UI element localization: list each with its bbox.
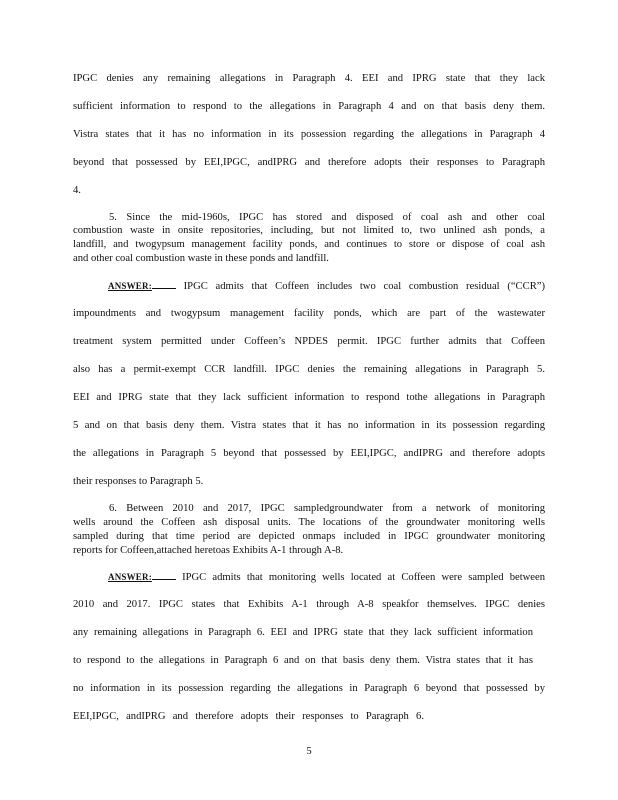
line-text: also has a permit-exempt CCR landfill. IPGC denies the remaining allegations in Paragraph 5. <box>73 364 545 375</box>
page-number: 5 <box>306 746 312 757</box>
line-text: sufficient information to respond to the allegations in Paragraph 4 and on that basis deny them. <box>73 101 545 112</box>
text-line <box>73 530 545 543</box>
line-text: their responses to Paragraph 5. <box>73 476 204 487</box>
line-text: landfill, and twogypsum management facility ponds, and continues to store or dispose of coal ash <box>73 239 545 250</box>
line-text: IPGC admits that Coffeen includes two coal combustion residual (“CCR”) <box>183 281 545 292</box>
line-text: any remaining allegations in Paragraph 6. EEI and IPRG state that they lack sufficient information <box>73 627 533 638</box>
line-text: the allegations in Paragraph 5 beyond that possessed by EEI,IPGC, andIPRG and therefore adopts <box>73 448 545 459</box>
line-text: reports for Coffeen,attached heretoas Exhibits A-1 through A-8. <box>73 545 344 556</box>
line-text: 5 and on that basis deny them. Vistra states that it has no information in its possession regarding <box>73 420 545 431</box>
line-text: sampled during that time period are depicted onmaps included in IPGC groundwater monitoring <box>73 531 545 542</box>
text-line <box>73 363 545 376</box>
text-line <box>109 211 545 224</box>
text-line <box>73 710 424 723</box>
line-text: IPGC admits that monitoring wells located at Coffeen were sampled between <box>182 572 545 583</box>
line-text: no information in its possession regarding the allegations in Paragraph 6 beyond that possessed by <box>73 683 545 694</box>
line-text: combustion waste in onsite repositories, including, but not limited to, two unlined ash ponds, a <box>73 225 545 236</box>
line-text: to respond to the allegations in Paragraph 6 and on that basis deny them. Vistra states that it has <box>73 655 533 666</box>
answer-label: ANSWER: <box>108 281 152 291</box>
text-line <box>73 100 545 113</box>
text-line <box>73 72 545 85</box>
text-line <box>73 447 545 460</box>
line-text: 5. Since the mid-1960s, IPGC has stored and disposed of coal ash and other coal <box>109 212 545 223</box>
text-line <box>108 279 545 292</box>
text-line <box>73 598 545 611</box>
text-line <box>73 307 545 320</box>
text-line <box>73 224 545 237</box>
text-line <box>73 391 545 404</box>
text-line <box>73 128 545 141</box>
line-text: 2010 and 2017. IPGC states that Exhibits A-1 through A-8 speakfor themselves. IPGC denies <box>73 599 545 610</box>
answer-label: ANSWER: <box>108 572 152 582</box>
line-text: EEI and IPRG state that they lack sufficient information to respond tothe allegations in Paragraph <box>73 392 545 403</box>
text-line <box>73 419 545 432</box>
line-text: 6. Between 2010 and 2017, IPGC sampledgroundwater from a network of monitoring <box>109 503 545 514</box>
line-text: wells around the Coffeen ash disposal units. The locations of the groundwater monitoring wells <box>73 517 545 528</box>
line-text: impoundments and twogypsum management facility ponds, which are part of the wastewater <box>73 308 545 319</box>
text-line <box>73 335 545 348</box>
line-text: and other coal combustion waste in these ponds and landfill. <box>73 253 329 264</box>
text-line <box>108 570 545 583</box>
line-text: 4. <box>73 185 81 196</box>
text-line <box>73 475 545 488</box>
line-text: treatment system permitted under Coffeen’s NPDES permit. IPGC further admits that Coffeen <box>73 336 545 347</box>
line-text: IPGC denies any remaining allegations in Paragraph 4. EEI and IPRG state that they lack <box>73 73 545 84</box>
answer-underline <box>152 279 176 289</box>
text-line <box>73 516 545 529</box>
line-text: Vistra states that it has no information in its possession regarding the allegations in Paragraph 4 <box>73 129 545 140</box>
line-text: EEI,IPGC, andIPRG and therefore adopts their responses to Paragraph 6. <box>73 711 424 722</box>
answer-underline <box>152 570 176 580</box>
text-line <box>73 682 545 695</box>
text-line <box>73 654 533 667</box>
text-line <box>73 626 533 639</box>
text-line <box>109 502 545 515</box>
text-line <box>73 156 545 169</box>
text-line <box>73 238 545 251</box>
text-line <box>73 252 545 265</box>
line-text: beyond that possessed by EEI,IPGC, andIPRG and therefore adopts their responses to Paragraph <box>73 157 545 168</box>
text-line <box>73 184 545 197</box>
text-line <box>73 544 545 557</box>
